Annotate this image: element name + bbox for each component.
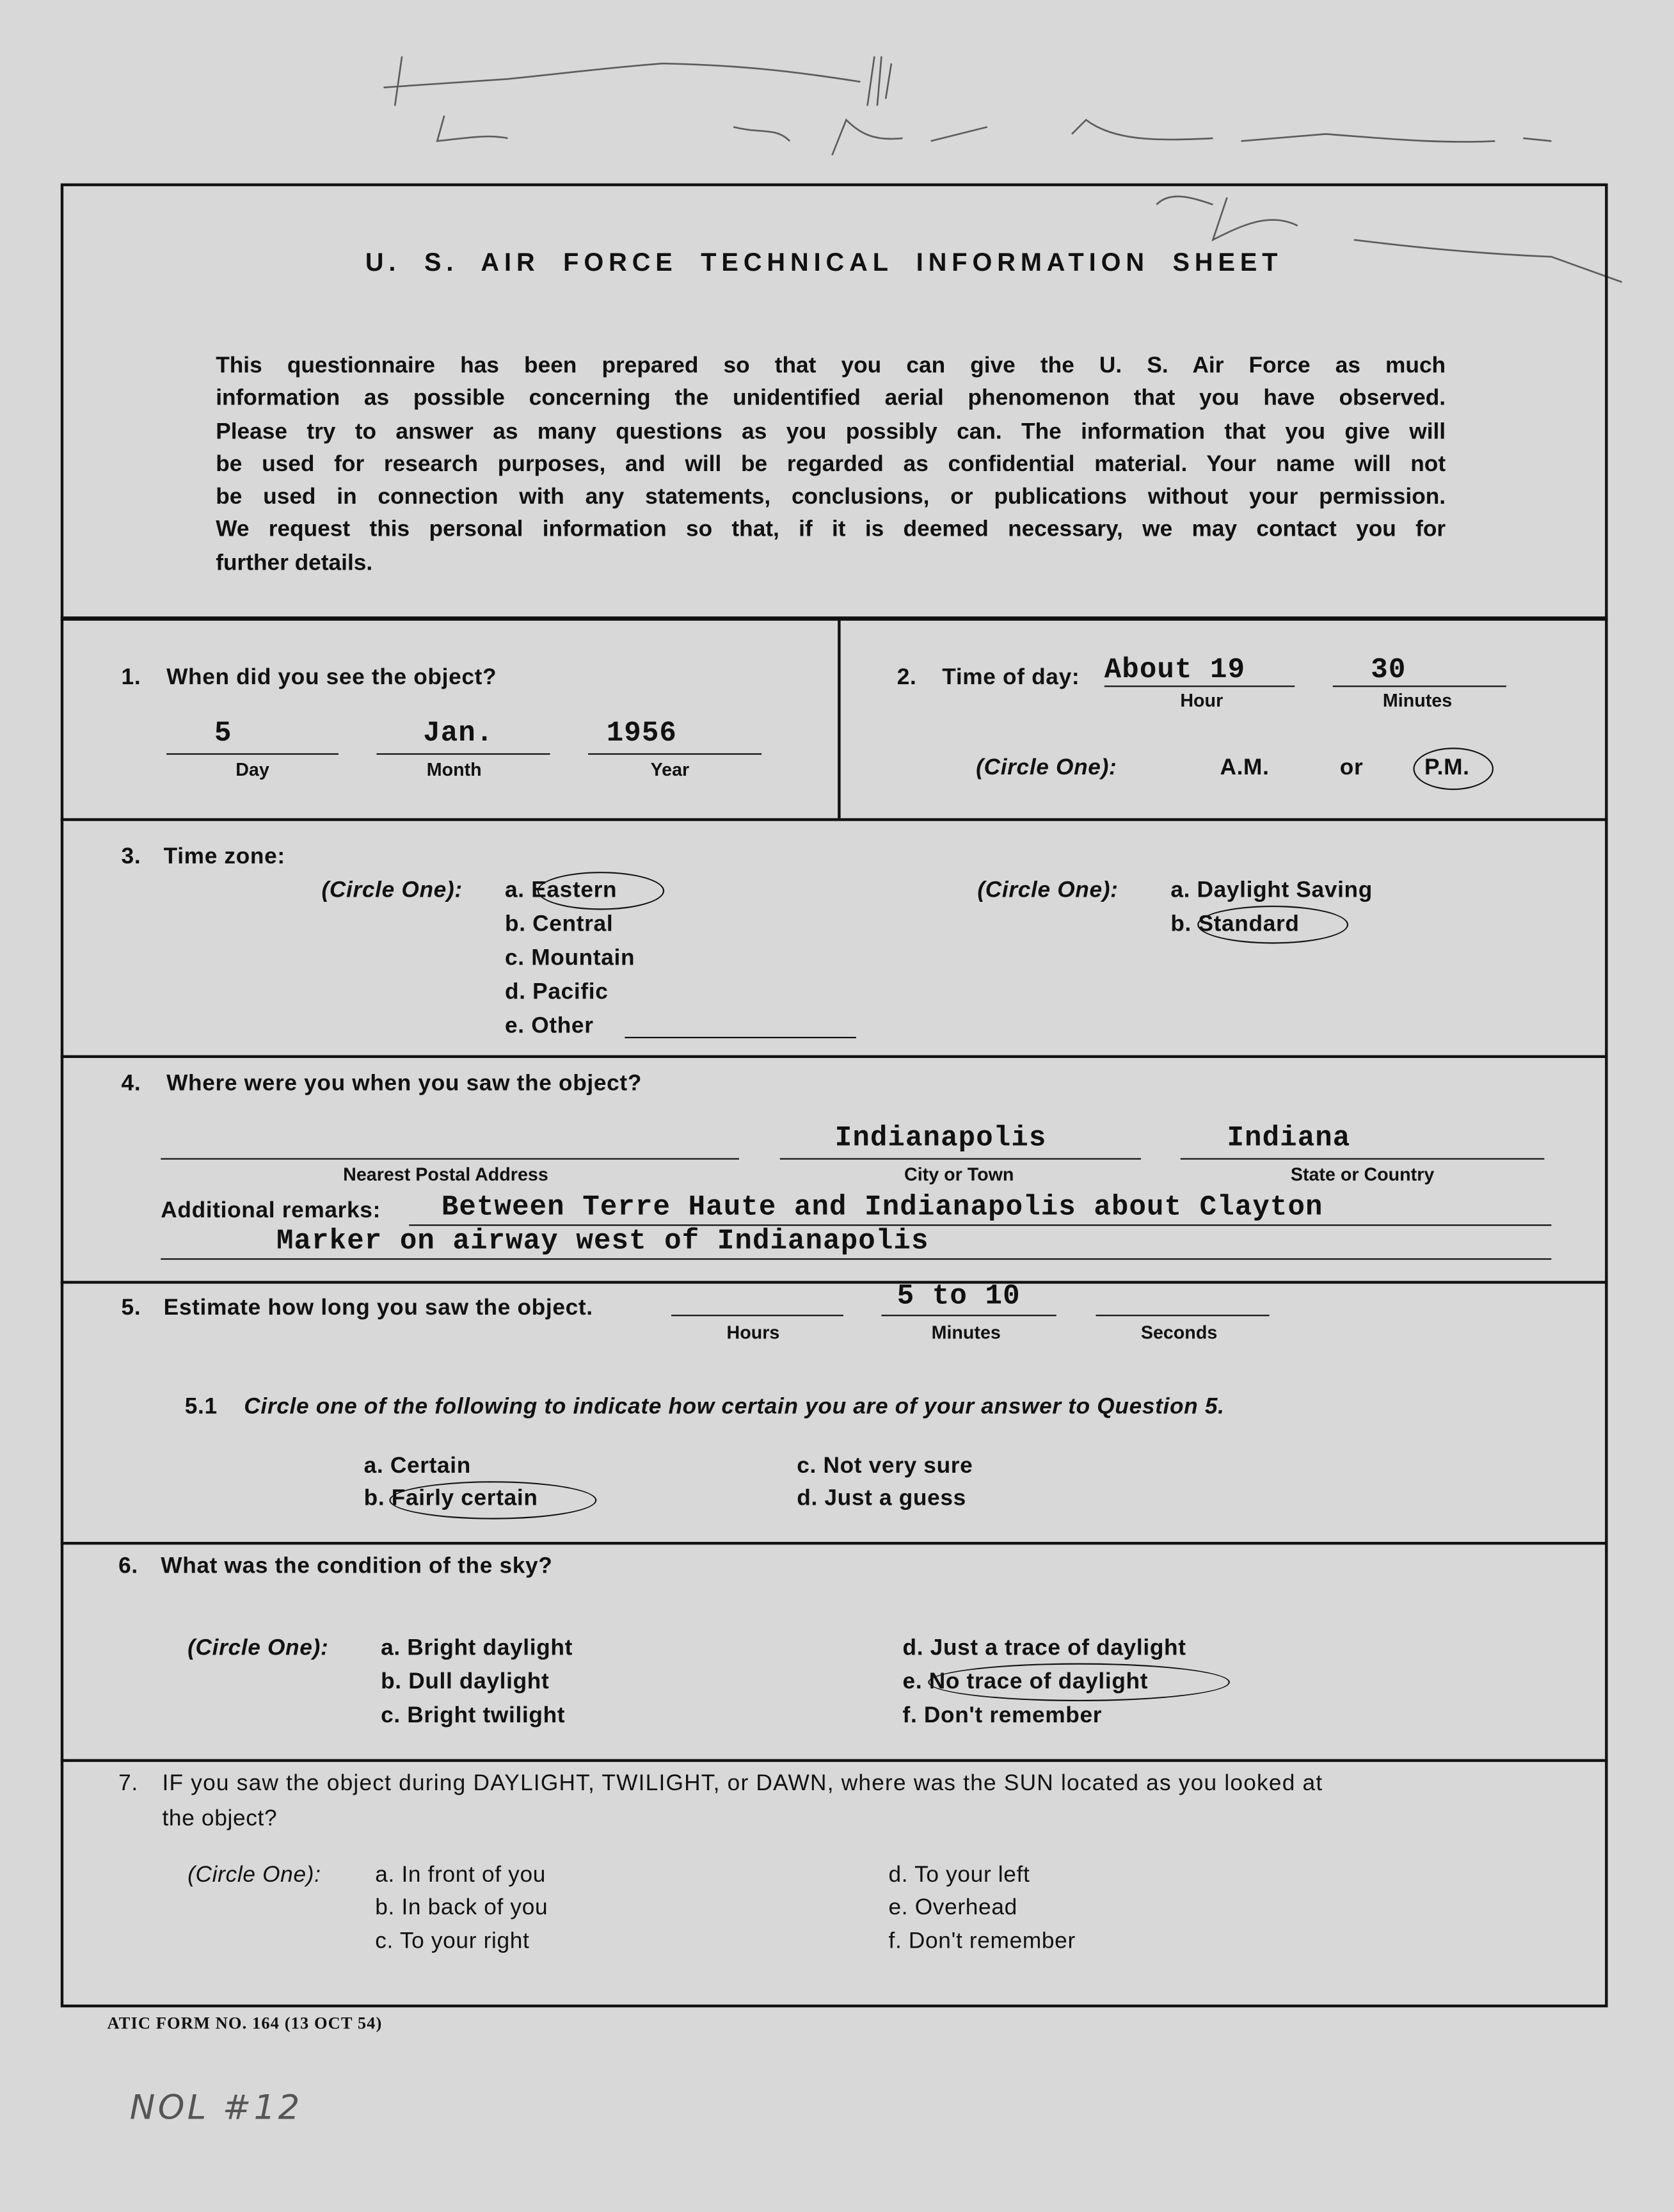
month-label: Month	[426, 758, 482, 780]
circle-one-label: (Circle One):	[321, 879, 463, 903]
form-title: U. S. AIR FORCE TECHNICAL INFORMATION SHEET	[365, 248, 1283, 276]
handwritten-note: NOL #12	[129, 2087, 303, 2128]
duration-minutes-value[interactable]: 5 to 10	[897, 1281, 1021, 1313]
state-label: State or Country	[1290, 1164, 1435, 1185]
intro-line: be used for research purposes, and will be regarded as confidential material. Your name will not	[216, 453, 1446, 477]
or-text: or	[1339, 756, 1364, 780]
form-number-footer: ATIC FORM NO. 164 (13 OCT 54)	[107, 2013, 383, 2033]
sky-option[interactable]: b. Dull daylight	[381, 1670, 550, 1695]
minutes-label: Minutes	[931, 1322, 1001, 1343]
question-text: Estimate how long you saw the object.	[163, 1296, 593, 1320]
remarks-line-2[interactable]: Marker on airway west of Indianapolis	[276, 1226, 929, 1258]
intro-line: We request this personal information so that, if it is deemed necessary, we may contact you for	[216, 518, 1446, 543]
day-line	[166, 753, 339, 755]
zone-option[interactable]: a. Eastern	[505, 879, 618, 903]
sun-option[interactable]: c. To your right	[375, 1930, 530, 1954]
sky-option[interactable]: c. Bright twilight	[381, 1704, 566, 1728]
year-label: Year	[650, 758, 690, 780]
postal-address-label: Nearest Postal Address	[343, 1164, 548, 1185]
state-value[interactable]: Indiana	[1227, 1123, 1351, 1156]
hour-value[interactable]: About 19	[1104, 654, 1246, 687]
section-divider	[61, 818, 1608, 821]
intro-line: This questionnaire has been prepared so that you can give the U. S. Air Force as much	[216, 354, 1446, 378]
saving-option[interactable]: a. Daylight Saving	[1170, 879, 1373, 903]
option-pm[interactable]: P.M.	[1424, 756, 1470, 780]
question-number: 4.	[121, 1072, 141, 1096]
intro-line: be used in connection with any statements, conclusions, or publications without your permission.	[216, 485, 1446, 510]
seconds-line	[1096, 1315, 1270, 1316]
month-value[interactable]: Jan.	[423, 717, 494, 751]
section-divider	[61, 616, 1608, 621]
selection-circle-no-trace	[928, 1663, 1230, 1702]
sky-option[interactable]: e. No trace of daylight	[902, 1670, 1149, 1695]
circle-one-label: (Circle One):	[187, 1863, 321, 1887]
sun-option[interactable]: f. Don't remember	[888, 1930, 1076, 1954]
city-line	[780, 1158, 1141, 1159]
sky-option[interactable]: a. Bright daylight	[381, 1636, 573, 1661]
section-divider-vertical	[838, 618, 840, 818]
question-number: 2.	[897, 666, 917, 690]
zone-option[interactable]: b. Central	[505, 912, 614, 937]
state-line	[1181, 1158, 1545, 1159]
question-text: Where were you when you saw the object?	[166, 1072, 642, 1096]
remarks-underline	[161, 1258, 1551, 1260]
selection-circle-eastern	[538, 872, 664, 910]
selection-circle-pm	[1413, 748, 1494, 790]
circle-one-label: (Circle One):	[977, 879, 1119, 903]
question-number: 6.	[118, 1554, 138, 1579]
section-divider	[61, 1281, 1608, 1283]
intro-line: further details.	[216, 551, 373, 575]
city-value[interactable]: Indianapolis	[834, 1123, 1047, 1156]
year-line	[588, 753, 761, 755]
city-label: City or Town	[904, 1164, 1014, 1185]
hour-line	[1104, 685, 1295, 687]
minutes-label: Minutes	[1382, 689, 1453, 711]
remarks-line-1[interactable]: Between Terre Haute and Indianapolis about Clayton	[441, 1192, 1323, 1225]
minutes-line	[1333, 685, 1506, 687]
selection-circle-standard	[1197, 906, 1348, 944]
question-number: 7.	[118, 1772, 138, 1796]
minutes-line	[882, 1315, 1056, 1316]
certainty-option[interactable]: c. Not very sure	[797, 1454, 973, 1479]
question-number: 5.1	[184, 1395, 218, 1420]
year-value[interactable]: 1956	[606, 717, 677, 751]
question-number: 3.	[121, 845, 141, 869]
sun-option[interactable]: b. In back of you	[375, 1896, 548, 1920]
sun-option[interactable]: e. Overhead	[888, 1896, 1017, 1920]
postal-address-line	[161, 1158, 739, 1159]
sun-option[interactable]: a. In front of you	[375, 1863, 546, 1887]
minutes-value[interactable]: 30	[1371, 654, 1407, 687]
sun-option[interactable]: d. To your left	[888, 1863, 1030, 1887]
certainty-option[interactable]: a. Certain	[363, 1454, 471, 1479]
question-text: Time zone:	[163, 845, 285, 869]
question-text: IF you saw the object during DAYLIGHT, TWILIGHT, or DAWN, where was the SUN located as you looked at	[162, 1772, 1323, 1796]
question-text: Circle one of the following to indicate how certain you are of your answer to Question 5.	[244, 1395, 1225, 1420]
saving-option[interactable]: b. Standard	[1170, 912, 1300, 937]
sky-option[interactable]: f. Don't remember	[902, 1704, 1103, 1728]
hours-label: Hours	[726, 1322, 780, 1343]
question-text: the object?	[162, 1807, 278, 1831]
hour-label: Hour	[1180, 689, 1224, 711]
day-value[interactable]: 5	[214, 717, 232, 751]
sky-option[interactable]: d. Just a trace of daylight	[902, 1636, 1186, 1661]
question-number: 5.	[121, 1296, 141, 1320]
zone-option[interactable]: e. Other	[505, 1014, 594, 1039]
option-am[interactable]: A.M.	[1220, 756, 1270, 780]
section-divider	[61, 1759, 1608, 1761]
intro-paragraph	[216, 350, 1446, 580]
zone-option[interactable]: d. Pacific	[505, 980, 609, 1005]
question-number: 1.	[121, 666, 141, 690]
question-text: When did you see the object?	[166, 666, 497, 690]
remarks-label: Additional remarks:	[161, 1199, 381, 1223]
section-divider	[61, 1542, 1608, 1544]
section-divider	[61, 1055, 1608, 1058]
hours-line	[671, 1315, 843, 1316]
intro-line: Please try to answer as many questions as you possibly can. The information that you give will	[216, 419, 1446, 444]
question-text: What was the condition of the sky?	[161, 1554, 553, 1579]
other-zone-line	[625, 1037, 856, 1038]
question-text: Time of day:	[942, 666, 1080, 690]
certainty-option[interactable]: b. Fairly certain	[363, 1487, 538, 1511]
circle-one-label: (Circle One):	[976, 756, 1117, 780]
circle-one-label: (Circle One):	[187, 1636, 329, 1661]
month-line	[376, 753, 550, 755]
day-label: Day	[235, 758, 269, 780]
seconds-label: Seconds	[1140, 1322, 1218, 1343]
zone-option[interactable]: c. Mountain	[505, 946, 635, 971]
selection-circle-fairly-certain	[389, 1481, 596, 1519]
intro-line: information as possible concerning the unidentified aerial phenomenon that you have observed.	[216, 387, 1446, 412]
certainty-option[interactable]: d. Just a guess	[797, 1487, 966, 1511]
